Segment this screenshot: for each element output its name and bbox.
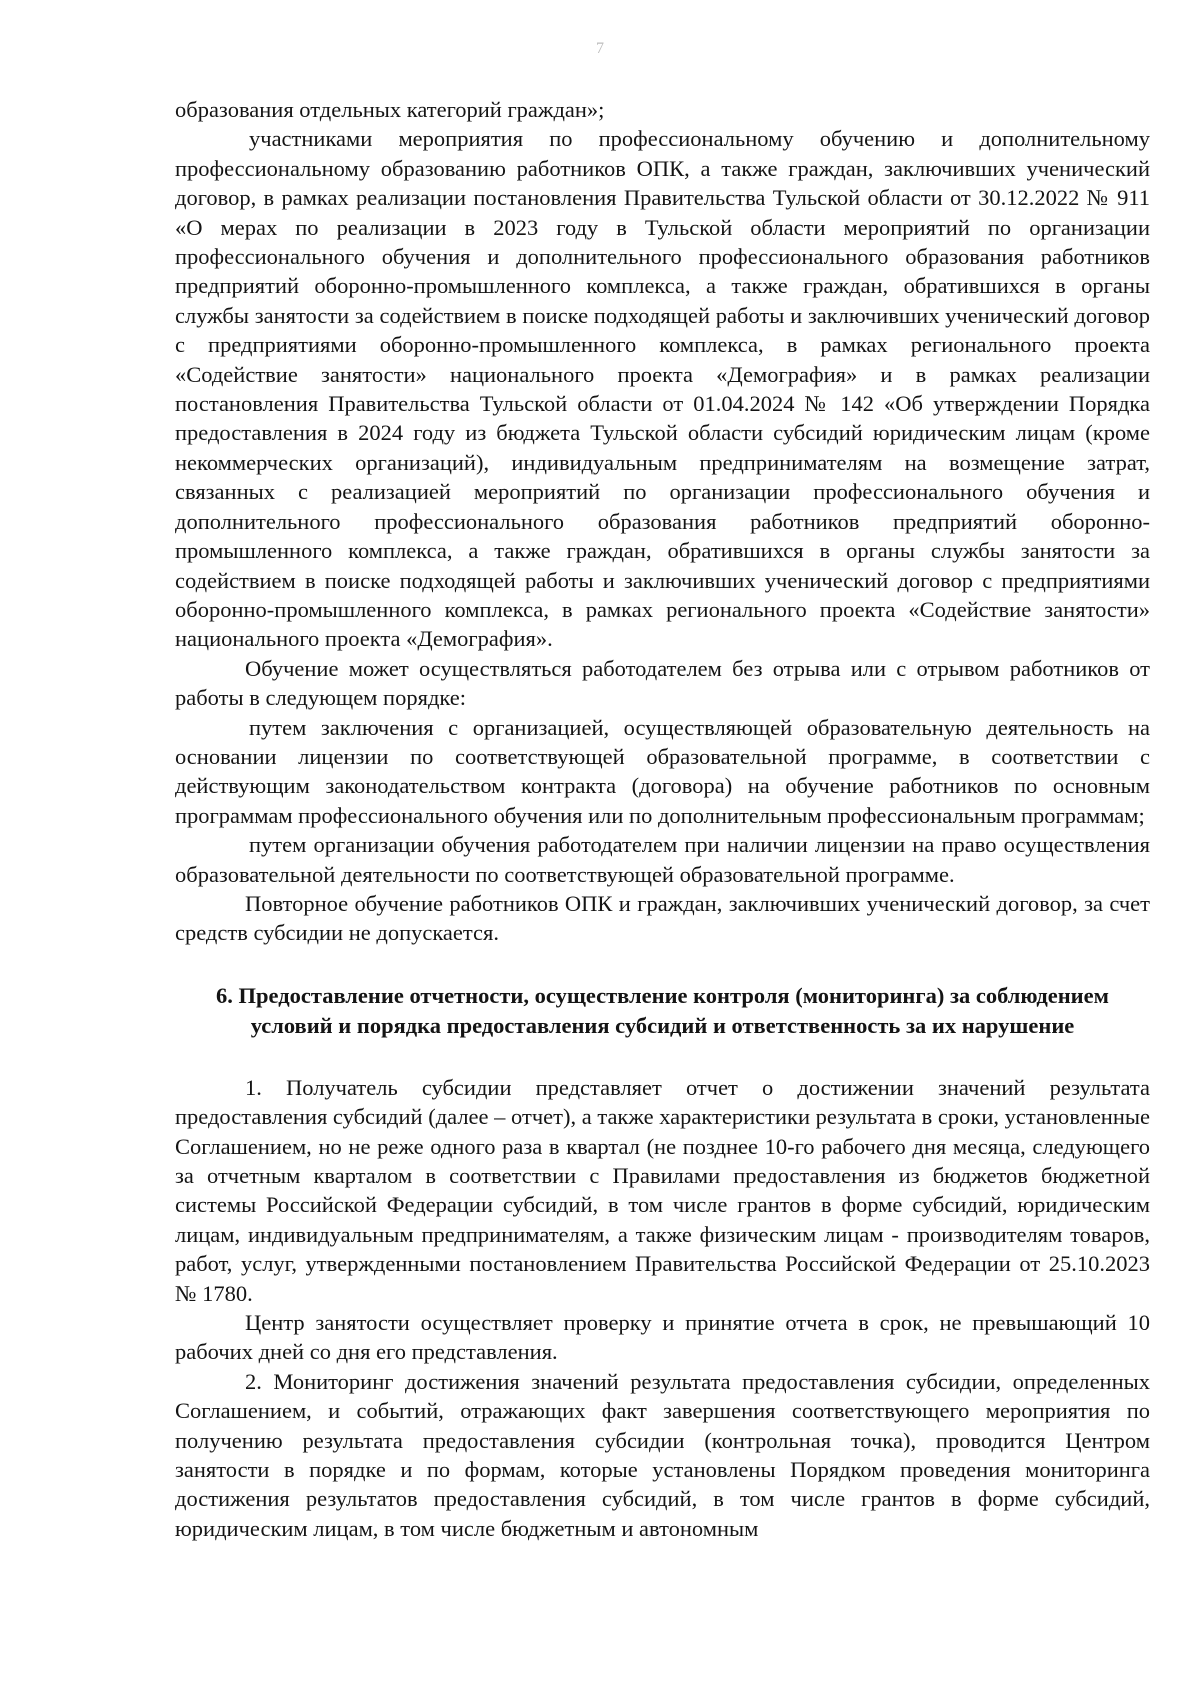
section-heading: 6. Предоставление отчетности, осуществление контроля (мониторинга) за соблюдением условий и порядка предоставления субсидий и ответственность за их нарушение: [216, 982, 1109, 1038]
paragraph: Центр занятости осуществляет проверку и принятие отчета в срок, не превышающий 10 рабочих дней со дня его представления.: [175, 1310, 1150, 1365]
paragraph: 2. Мониторинг достижения значений результата предоставления субсидии, определенных Соглашением, и событий, отражающих факт завершения соответствующего мероприятия по получению результата предоставления субсидии (контрольная точка), проводится Центром занятости в порядке и по формам, которые установлены Порядком проведения мониторинга достижения результатов предоставления субсидий, в том числе грантов в форме субсидий, юридическим лицам, в том числе бюджетным и автономным: [175, 1368, 1150, 1541]
paragraph: Повторное обучение работников ОПК и граждан, заключивших ученический договор, за счет средств субсидии не допускается.: [175, 890, 1150, 946]
paragraph: путем организации обучения работодателем при наличии лицензии на право осуществления образовательной деятельности по соответствующей образовательной программе.: [175, 832, 1150, 887]
paragraph: путем заключения с организацией, осуществляющей образовательную деятельность на основании лицензии по соответствующей образовательной программе, в соответствии с действующим законодательством контракта (договора) на обучение работников по основным программам профессионального обучения или по дополнительным профессиональным программам;: [175, 714, 1150, 828]
paragraph: образования отдельных категорий граждан»;: [175, 97, 605, 122]
paragraph: 1. Получатель субсидии представляет отчет о достижении значений результата предоставления субсидий (далее – отчет), а также характеристики результата в сроки, установленные Соглашением, но не реже одного раза в квартал (не позднее 10-го рабочего дня месяца, следующего за отчетным кварталом в соответствии с Правилами предоставления из бюджетов бюджетной системы Российской Федерации субсидий, в том числе грантов в форме субсидий, юридическим лицам, индивидуальным предпринимателям, а также физическим лицам - производителям товаров, работ, услуг, утвержденными постановлением Правительства Российской Федерации от 25.10.2023 № 1780.: [175, 1074, 1150, 1306]
page-number: 7: [596, 40, 604, 57]
paragraph: участниками мероприятия по профессиональному обучению и дополнительному профессиональному образованию работников ОПК, а также граждан, заключивших ученический договор, в рамках реализации постановления Правительства Тульской области от 30.12.2022 № 911 «О мерах по реализации в 2023 году в Тульской области мероприятий по организации профессионального обучения и дополнительного профессионального образования работников предприятий оборонно-промышленного комплекса, а также граждан, обратившихся в органы службы занятости за содействием в поиске подходящей работы и заключивших ученический договор с предприятиями оборонно-промышленного комплекса, в рамках регионального проекта «Содействие занятости» национального проекта «Демография» и в рамках реализации постановления Правительства Тульской области от 01.04.2024 № 142 «Об утверждении Порядка предоставления в 2024 году из бюджета Тульской области субсидий юридическим лицам (кроме некоммерческих организаций), индивидуальным предпринимателям на возмещение затрат, связанных с реализацией мероприятий по организации профессионального обучения и дополнительного профессионального образования работников предприятий оборонно-промышленного комплекса, а также граждан, обратившихся в органы службы занятости за содействием в поиске подходящей работы и заключивших ученический договор с предприятиями оборонно-промышленного комплекса, в рамках регионального проекта «Содействие занятости» национального проекта «Демография».: [175, 126, 1150, 652]
paragraph: Обучение может осуществляться работодателем без отрыва или с отрывом работников от работы в следующем порядке:: [175, 655, 1150, 711]
document-page: [175, 95, 1150, 1543]
